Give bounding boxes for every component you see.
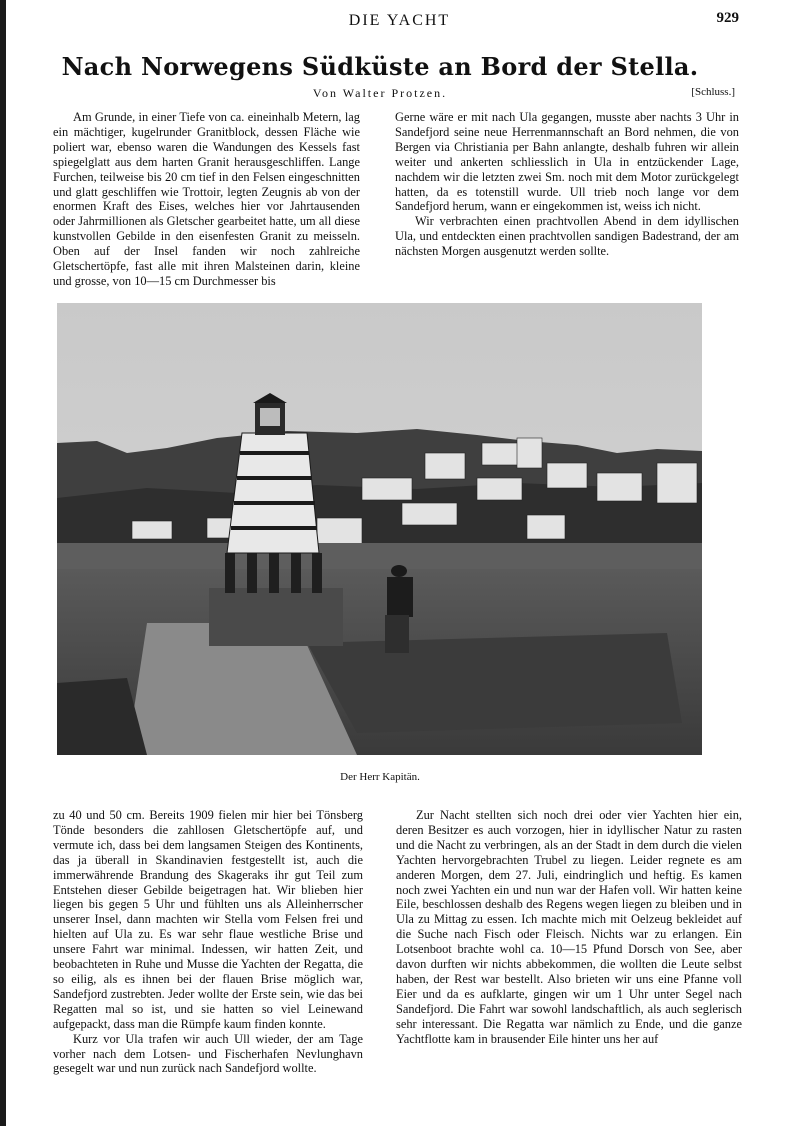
figure-caption: Der Herr Kapitän. <box>340 771 420 783</box>
journal-header: DIE YACHT <box>348 12 451 29</box>
column-bottom-left <box>53 808 363 1076</box>
column-top-left <box>53 110 360 289</box>
paragraph: Kurz vor Ula trafen wir auch Ull wieder, der am Tage vorher nach dem Lotsen- und Fischerhafen Nevlunghavn gesegelt war und nun zurück nach Sandefjord wollte. <box>53 1031 363 1076</box>
paragraph: Gerne wäre er mit nach Ula gegangen, musste aber nachts 3 Uhr in Sandefjord seine neue Herrenmannschaft an Bord nehmen, die von Bergen via Christiania per Bahn anlangte, deshalb fuhren wir allein weiter und ankerten schliesslich in Ula in entzückender Lage, nachdem wir die letzten zwei Sm. noch mit dem Motor zurückgelegt hatten, da es totenstill wurde. Ull trieb noch lange vor dem Sandefjord herum, wann er eingekommen ist, weiss ich nicht. <box>395 110 739 214</box>
article-title: Nach Norwegens Südküste an Bord der Stella. <box>61 52 699 81</box>
page-edge <box>0 0 6 1126</box>
paragraph: Am Grunde, in einer Tiefe von ca. eineinhalb Metern, lag ein mächtiger, kugelrunder Granitblock, dessen Fläche wie poliert war, ebenso waren die Wandungen des Kessels fast spiegelglatt aus dem harten Granit herausgeschliffen. Lange Furchen, teilweise bis 20 cm tief in den Felsen eingeschnitten und glatt geschliffen wie Trottoir, legten Zeugnis ab von der enormen Kraft des Eises, welches hier vor Jahrtausenden oder Jahrmillionen als Gletscher gearbeitet hatte, um all diese kunstvollen Gebilde in den eisenfesten Granit zu meisseln. Oben auf der Insel fanden wir noch zahlreiche Gletschertöpfe, fast alle mit ihren Malsteinen darin, kleine und grosse, von 10—15 cm Durchmesser bis <box>53 110 360 288</box>
column-bottom-right <box>396 808 742 1047</box>
column-top-right <box>395 110 739 259</box>
paragraph: Wir verbrachten einen prachtvollen Abend in dem idyllischen Ula, und entdeckten einen prachtvollen sandigen Badestrand, der am nächsten Morgen ausgenutzt werden sollte. <box>395 214 739 259</box>
article-byline: Von Walter Protzen. <box>312 86 448 100</box>
series-note: [Schluss.] <box>691 86 735 98</box>
paragraph: zu 40 und 50 cm. Bereits 1909 fielen mir hier bei Tönsberg Tönde besonders die zahllosen Gletschertöpfe auf, und vermute ich, dass bei dem langsamen Steigen des Kontinents, das ja überall in Skandinavien festgestellt ist, auch die immerwährende Brandung des Skageraks ihr gut Teil zum Entstehen dieser Gebilde beigetragen hat. Wir blieben hier liegen bis gegen 5 Uhr und fühlten uns als Alleinherrscher unserer Insel, dann machten wir Stella vom Felsen frei und hielten auf Ula zu. Es war sehr flaue westliche Brise und unsere Fahrt war minimal. Indessen, wir hatten Zeit, und beobachteten in Ruhe und Musse die Yachten der Regatta, die so eilig, als es ihnen bei der flauen Brise möglich war, Sandefjord zustrebten. Jeder wollte der Erste sein, wie das bei Regatten mal so ist, und sie hatten so viel Leinewand aufgepackt, dass man die Rümpfe kaum finden konnte. <box>53 808 363 1031</box>
paragraph: Zur Nacht stellten sich noch drei oder vier Yachten hier ein, deren Besitzer es auch vorzogen, hier in idyllischer Natur zu rasten und die Nacht zu verbringen, als an der Stadt in dem durch die vielen Yachten hervorgebrachten Trubel zu liegen. Leider regnete es am anderen Morgen, dem 27. Juli, eindringlich und heftig. Es kamen noch zwei Yachten ein und nun war der Hafen voll. Wir hatten keine Eile, beschlossen deshalb des Regens wegen liegen zu bleiben und in Ula zu Mittag zu essen. Ich machte mich mit Oelzeug bekleidet auf die Suche nach Fisch oder Fleisch. Nichts war zu erlangen. Ein Lotsenboot brachte wohl ca. 10—15 Pfund Dorsch von See, aber davon durften wir nichts abbekommen, die wollten die Leute selbst haben, der Rest war bestellt. Also brieten wir uns eine Pfanne voll Eier und da es aufklarte, gingen wir um 1 Uhr unter Segel nach Sandefjord. Die Fahrt war sowohl landschaftlich, als auch seglerisch sehr interessant. Die Regatta war nämlich zu Ende, und die ganze Yachtflotte kam in brausender Eile hinter uns her auf <box>396 808 742 1046</box>
photo-lighthouse-pier <box>57 303 702 755</box>
page-number: 929 <box>716 10 739 26</box>
